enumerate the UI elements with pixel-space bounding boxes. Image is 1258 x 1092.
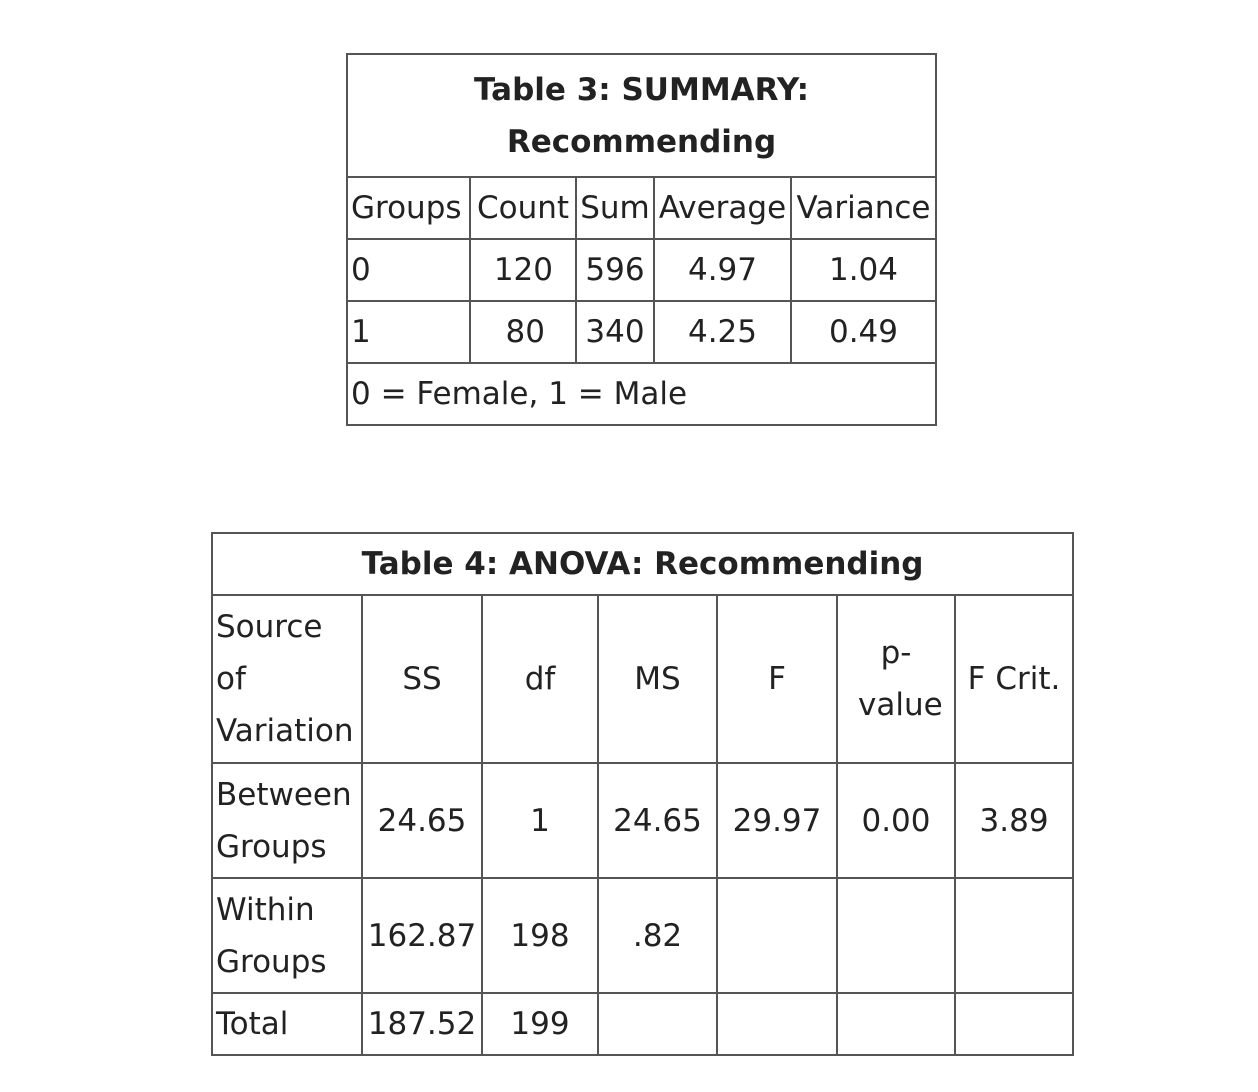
ss-cell: 187.52 [362, 993, 482, 1055]
sum-cell: 596 [576, 239, 654, 301]
f-crit-cell [955, 993, 1073, 1055]
header-f: F [717, 595, 837, 763]
ss-cell: 162.87 [362, 878, 482, 993]
table-row [212, 878, 1073, 993]
count-cell: 120 [470, 239, 576, 301]
header-count: Count [470, 177, 576, 239]
sum-cell: 340 [576, 301, 654, 363]
header-source: Source of Variation [212, 595, 362, 763]
header-sum: Sum [576, 177, 654, 239]
summary-table [346, 53, 937, 426]
variance-cell: 1.04 [791, 239, 936, 301]
count-cell: 80 [470, 301, 576, 363]
df-cell: 199 [482, 993, 598, 1055]
p-value-cell [837, 993, 955, 1055]
ms-cell [598, 993, 717, 1055]
df-cell: 1 [482, 763, 598, 878]
df-cell: 198 [482, 878, 598, 993]
p-value-cell [837, 878, 955, 993]
header-groups: Groups [347, 177, 470, 239]
average-cell: 4.25 [654, 301, 791, 363]
average-cell: 4.97 [654, 239, 791, 301]
source-cell: Between Groups [212, 763, 362, 878]
table-row [212, 763, 1073, 878]
f-cell [717, 993, 837, 1055]
anova-table-title: Table 4: ANOVA: Recommending [212, 533, 1073, 595]
ms-cell: .82 [598, 878, 717, 993]
table-row [347, 301, 936, 363]
f-cell: 29.97 [717, 763, 837, 878]
source-cell: Total [212, 993, 362, 1055]
p-value-cell: 0.00 [837, 763, 955, 878]
variance-cell: 0.49 [791, 301, 936, 363]
ms-cell: 24.65 [598, 763, 717, 878]
ss-cell: 24.65 [362, 763, 482, 878]
group-cell: 1 [347, 301, 470, 363]
f-cell [717, 878, 837, 993]
header-ms: MS [598, 595, 717, 763]
f-crit-cell: 3.89 [955, 763, 1073, 878]
group-cell: 0 [347, 239, 470, 301]
header-f-crit: F Crit. [955, 595, 1073, 763]
header-ss: SS [362, 595, 482, 763]
summary-note: 0 = Female, 1 = Male [347, 363, 936, 425]
header-df: df [482, 595, 598, 763]
f-crit-cell [955, 878, 1073, 993]
summary-table-title: Table 3: SUMMARY: Recommending [347, 54, 936, 177]
header-variance: Variance [791, 177, 936, 239]
table-row [212, 993, 1073, 1055]
header-average: Average [654, 177, 791, 239]
source-cell: Within Groups [212, 878, 362, 993]
table-row [347, 239, 936, 301]
header-p-value: p-value [837, 595, 955, 763]
anova-table [211, 532, 1074, 1056]
